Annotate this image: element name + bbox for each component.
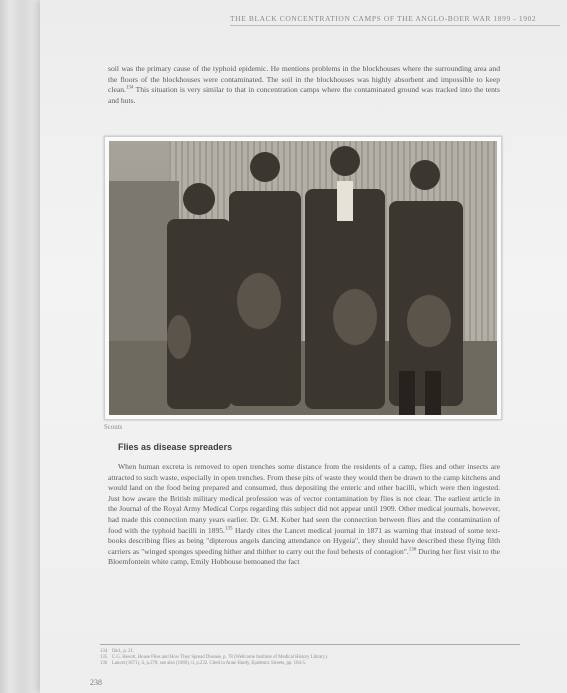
footnote-item: 135 C.G. Hewitt, House Flies and How They Spread Disease, p. 78 (Wellcome Institute of Medical History Library). bbox=[100, 655, 328, 661]
body-paragraph bbox=[108, 462, 500, 568]
page-number: 238 bbox=[90, 678, 102, 687]
scouts-photo-illustration bbox=[109, 141, 497, 415]
running-head: THE BLACK CONCENTRATION CAMPS OF THE ANGLO-BOER WAR 1899 - 1902 bbox=[230, 14, 560, 26]
intro-text-end: This situation is very similar to that in concentration camps where the contaminated ground was tracked into the tents and huts. bbox=[108, 85, 500, 105]
body-text-2: Hardy cites the Lancet medical journal in 1871 as warning that instead of some text-books describing flies as being "dipterous angels dancing attendance on Hygeia", they should have described these flying filth carriers as "winged sponges speeding hither and thither to carry out the foul behests of contagion". bbox=[108, 525, 500, 556]
footnote-ref: 135 bbox=[224, 526, 233, 532]
footnote-ref: 136 bbox=[408, 547, 417, 553]
scouts-photo bbox=[109, 141, 497, 415]
photo-frame bbox=[104, 136, 502, 420]
footnote-ref: 134 bbox=[125, 85, 134, 91]
footnotes bbox=[100, 649, 520, 668]
footnote-item: 134 Ibid., p. 21. bbox=[100, 649, 135, 654]
body-text-3: During her first visit to the Bloemfontein white camp, Emily Hobhouse bemoaned the fact bbox=[108, 546, 500, 567]
body-text-1: When human excreta is removed to open trenches some distance from the residents of a camp, flies and other insects are attracted to such waste, especially in open trenches. From these pits of waste they would then be drawn to the camp kitchens and would land on the food being prepared and consumed, thus depositing the enteric and other bacilli, which were then ingested. Just how aware the British military medical profession was of vector contamination by flies is not clear. The earliest article in the Journal of the Royal Army Medical Corps regarding this subject did not appear until 1909. Other medical journals, however, had made this connection many years earlier. Dr. G.M. Kober had seen the connection between flies and the contamination of food with the typhoid bacilli in 1895. bbox=[108, 462, 500, 535]
footnote-divider bbox=[100, 644, 520, 645]
section-heading: Flies as disease spreaders bbox=[118, 442, 233, 452]
photo-caption: Scouts bbox=[104, 424, 123, 431]
intro-paragraph bbox=[108, 64, 500, 106]
intro-text: soil was the primary cause of the typhoid epidemic. He mentions problems in the blockhouses where the surrounding area and the floors of the blockhouses were contaminated. The soil in the blockhouses was highly absorbent and impossible to keep clean. bbox=[108, 64, 500, 95]
footnote-item: 136 Lancet (1871), ii, p.270; see also (1869), ii, p.232. Cited in Anne Hardy, Epidemic Streets, pp. 184-5. bbox=[100, 661, 307, 667]
